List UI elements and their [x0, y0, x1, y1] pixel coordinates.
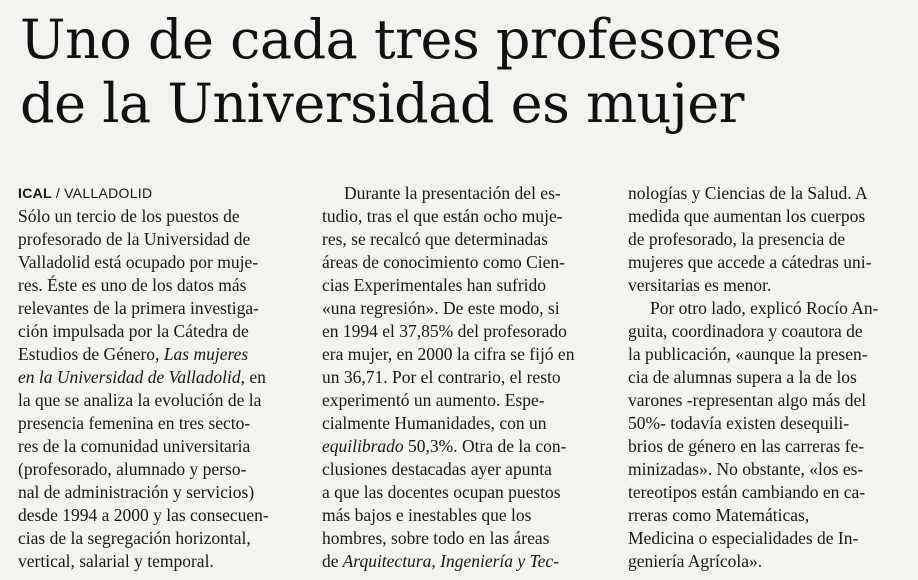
byline-separator: /: [55, 185, 61, 201]
text-line: minizadas». No obstante, «los es-: [628, 459, 864, 479]
byline: [18, 182, 300, 205]
text-line: varones -representan algo más del: [628, 390, 867, 410]
text-line: [322, 435, 606, 458]
headline-line-2: de la Universidad es mujer: [20, 72, 744, 135]
byline-agency: ICAL: [18, 185, 52, 201]
text-line: mujeres que accede a cátedras uni-: [628, 252, 872, 272]
text-line: res, se recalcó que determinadas: [322, 229, 548, 249]
text-line: versitarias es menor.: [628, 275, 772, 295]
text-fragment: de: [322, 551, 339, 571]
headline: [20, 8, 910, 136]
text-fragment: Estudios de Género,: [18, 344, 160, 364]
article-column-1: [18, 182, 300, 573]
text-line: cia de alumnas supera a la de los: [628, 367, 857, 387]
article-column-3: [628, 182, 908, 573]
text-line: res de la comunidad universitaria: [18, 436, 251, 456]
emphasis-fragment: Arquitectura, Ingeniería y Tec-: [338, 551, 560, 571]
text-line: hombres, sobre todo en las áreas: [322, 528, 550, 548]
text-line: Valladolid está ocupado por muje-: [18, 252, 259, 272]
text-line: más bajos e inestables que los: [322, 505, 532, 525]
text-line: medida que aumentan los cuerpos: [628, 206, 866, 226]
text-line: profesorado de la Universidad de: [18, 229, 251, 249]
text-line: cias Experimentales han sufrido: [322, 275, 547, 295]
text-line: un 36,71. Por el contrario, el resto: [322, 367, 561, 387]
text-line: geniería Agrícola».: [628, 551, 763, 571]
text-line: cias de la segregación horizontal,: [18, 528, 251, 548]
emphasis-fragment: equilibrado: [322, 436, 404, 456]
text-line: experimentó un aumento. Espe-: [322, 390, 545, 410]
text-line: [18, 343, 300, 366]
text-line: la que se analiza la evolución de la: [18, 390, 262, 410]
text-line: áreas de conocimiento como Cien-: [322, 252, 565, 272]
text-line: brios de género en las carreras fe-: [628, 436, 865, 456]
text-line: presencia femenina en tres secto-: [18, 413, 251, 433]
text-line: ción impulsada por la Cátedra de: [18, 321, 249, 341]
text-line: nal de administración y servicios): [18, 482, 255, 502]
text-line: de profesorado, la presencia de: [628, 229, 846, 249]
text-fragment: 50,3%. Otra de la con-: [403, 436, 567, 456]
text-line: guita, coordinadora y coautora de: [628, 321, 863, 341]
text-line: era mujer, en 2000 la cifra se fijó en: [322, 344, 575, 364]
text-line: res. Éste es uno de los datos más: [18, 275, 247, 295]
text-line: tudio, tras el que están ocho muje-: [322, 206, 563, 226]
headline-line-1: Uno de cada tres profesores: [20, 8, 782, 71]
text-line: Por otro lado, explicó Rocío An-: [650, 298, 879, 318]
text-line: Durante la presentación del es-: [344, 183, 561, 203]
byline-location: VALLADOLID: [64, 185, 153, 201]
text-fragment: , en: [240, 367, 266, 387]
text-line: la publicación, «aunque la presen-: [628, 344, 868, 364]
text-line: cialmente Humanidades, con un: [322, 413, 547, 433]
text-line: 50%- todavía existen desequili-: [628, 413, 850, 433]
text-line: vertical, salarial y temporal.: [18, 551, 214, 571]
study-title-part-1: Las mujeres: [163, 344, 249, 364]
text-line: (profesorado, alumnado y perso-: [18, 459, 247, 479]
text-line: Sólo un tercio de los puestos de: [18, 206, 240, 226]
text-line: clusiones destacadas ayer apunta: [322, 459, 552, 479]
text-line: [322, 550, 606, 573]
text-line: a que las docentes ocupan puestos: [322, 482, 561, 502]
text-line: relevantes de la primera investiga-: [18, 298, 260, 318]
text-line: nologías y Ciencias de la Salud. A: [628, 183, 868, 203]
study-title-part-2: en la Universidad de Valladolid: [18, 367, 241, 387]
text-line: [18, 366, 300, 389]
text-line: Medicina o especialidades de In-: [628, 528, 859, 548]
article-column-2: [322, 182, 606, 573]
text-line: desde 1994 a 2000 y las consecuen-: [18, 505, 269, 525]
text-line: «una regresión». De este modo, si: [322, 298, 560, 318]
text-line: en 1994 el 37,85% del profesorado: [322, 321, 567, 341]
text-line: rreras como Matemáticas,: [628, 505, 810, 525]
text-line: tereotipos están cambiando en ca-: [628, 482, 866, 502]
